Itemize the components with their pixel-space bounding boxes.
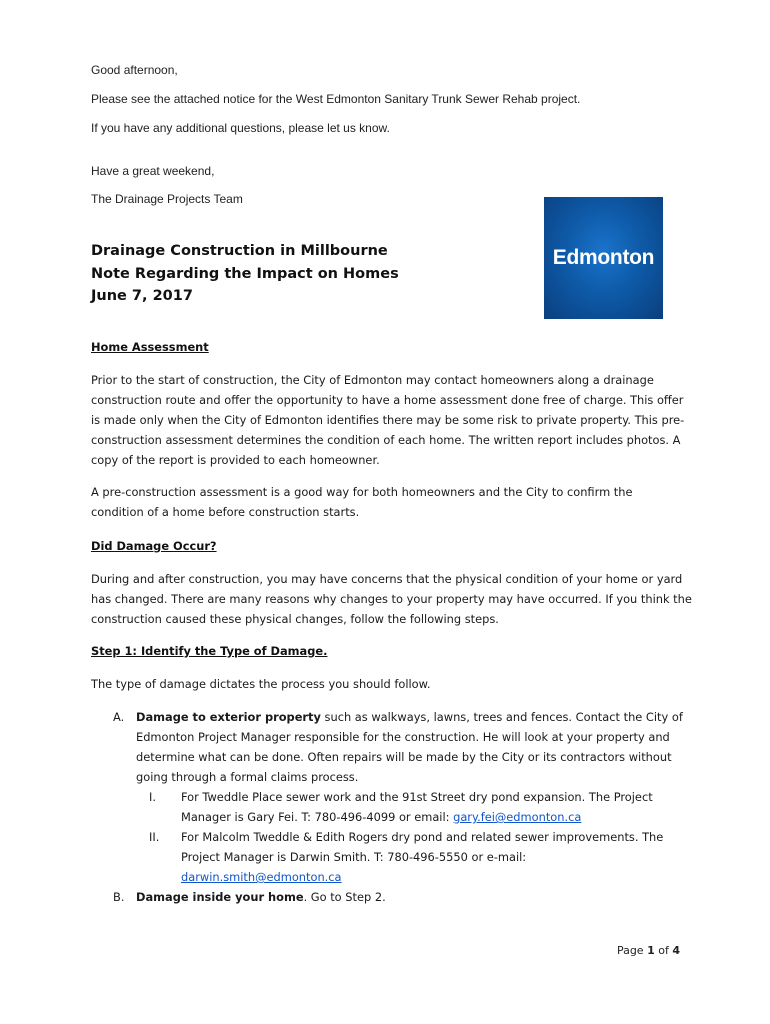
text-run: . Go to Step 2. [303, 890, 386, 904]
text-line: construction caused these physical changes, follow the following steps. [91, 612, 499, 626]
list-item-a-ii-third-line [181, 867, 691, 887]
text-line: A pre-construction assessment is a good way for both homeowners and the City to confirm the [91, 485, 633, 499]
list-item-a-i [91, 787, 691, 827]
page-number [617, 944, 680, 957]
text-line: For Tweddle Place sewer work and the 91st Street dry pond expansion. The Project [181, 790, 653, 804]
email-line-questions: If you have any additional questions, please let us know. [91, 121, 390, 135]
current-page: 1 [647, 944, 655, 957]
email-signature: The Drainage Projects Team [91, 192, 243, 206]
text-line: Edmonton Project Manager responsible for the construction. He will look at your property and [136, 730, 670, 744]
text-run: such as walkways, lawns, trees and fences. Contact the City of [320, 710, 683, 724]
list-item-a-i-second-line [181, 807, 691, 827]
text-line: For Malcolm Tweddle & Edith Rogers dry pond and related sewer improvements. The [181, 830, 664, 844]
document-title [91, 240, 399, 308]
list-marker: II. [149, 830, 160, 844]
text-line: is made only when the City of Edmonton identifies there may be some risk to private property. This pre- [91, 413, 685, 427]
list-item-b [91, 887, 691, 907]
text-line: The type of damage dictates the process you should follow. [91, 677, 431, 691]
list-marker: I. [149, 790, 156, 804]
text-line: determine what can be done. Often repairs will be made by the City or its contractors without [136, 750, 672, 764]
title-line-1: Drainage Construction in Millbourne [91, 243, 388, 259]
text-line: copy of the report is provided to each homeowner. [91, 453, 380, 467]
list-item-a [91, 707, 691, 787]
list-item-b-line [136, 887, 691, 907]
gary-fei-email-link[interactable]: gary.fei@edmonton.ca [453, 810, 582, 824]
home-assessment-paragraph-1 [91, 370, 691, 470]
title-date: June 7, 2017 [91, 288, 193, 304]
darwin-smith-email-link[interactable]: darwin.smith@edmonton.ca [181, 870, 342, 884]
page-prefix: Page [616, 944, 648, 957]
title-line-2: Note Regarding the Impact on Homes [91, 265, 399, 282]
heading-did-damage-occur: Did Damage Occur? [91, 539, 217, 553]
bold-label: Damage inside your home [136, 890, 304, 904]
bold-label: Damage to exterior property [136, 710, 321, 724]
heading-step-1: Step 1: Identify the Type of Damage. [91, 644, 328, 658]
text-line: construction assessment determines the condition of each home. The written report includes photos. A [91, 433, 681, 447]
total-pages: 4 [672, 944, 680, 957]
list-item-a-first-line [136, 707, 691, 727]
damage-paragraph [91, 569, 691, 629]
step-1-intro [91, 674, 691, 694]
email-line-attached-notice: Please see the attached notice for the West Edmonton Sanitary Trunk Sewer Rehab project. [91, 92, 581, 106]
list-marker: B. [113, 890, 125, 904]
edmonton-logo [544, 197, 663, 319]
text-run: Manager is Gary Fei. T: 780-496-4099 or email: [181, 810, 454, 824]
edmonton-logo-text: Edmonton [552, 246, 655, 269]
text-line: condition of a home before construction starts. [91, 505, 360, 519]
home-assessment-paragraph-2 [91, 482, 691, 522]
text-line: going through a formal claims process. [136, 770, 359, 784]
email-line-weekend: Have a great weekend, [91, 164, 215, 178]
list-item-a-ii [91, 827, 691, 887]
heading-home-assessment: Home Assessment [91, 340, 209, 354]
page-middle: of [654, 944, 673, 957]
text-line: construction route and offer the opportunity to have a home assessment done free of charge. This offer [91, 393, 684, 407]
text-line: has changed. There are many reasons why changes to your property may have occurred. If you think the [91, 592, 692, 606]
text-line: Prior to the start of construction, the City of Edmonton may contact homeowners along a drainage [91, 373, 654, 387]
text-line: During and after construction, you may have concerns that the physical condition of your home or yard [91, 572, 683, 586]
email-greeting: Good afternoon, [91, 63, 178, 77]
text-line: Project Manager is Darwin Smith. T: 780-496-5550 or e-mail: [181, 850, 527, 864]
list-marker: A. [113, 710, 125, 724]
damage-type-list [91, 707, 691, 907]
